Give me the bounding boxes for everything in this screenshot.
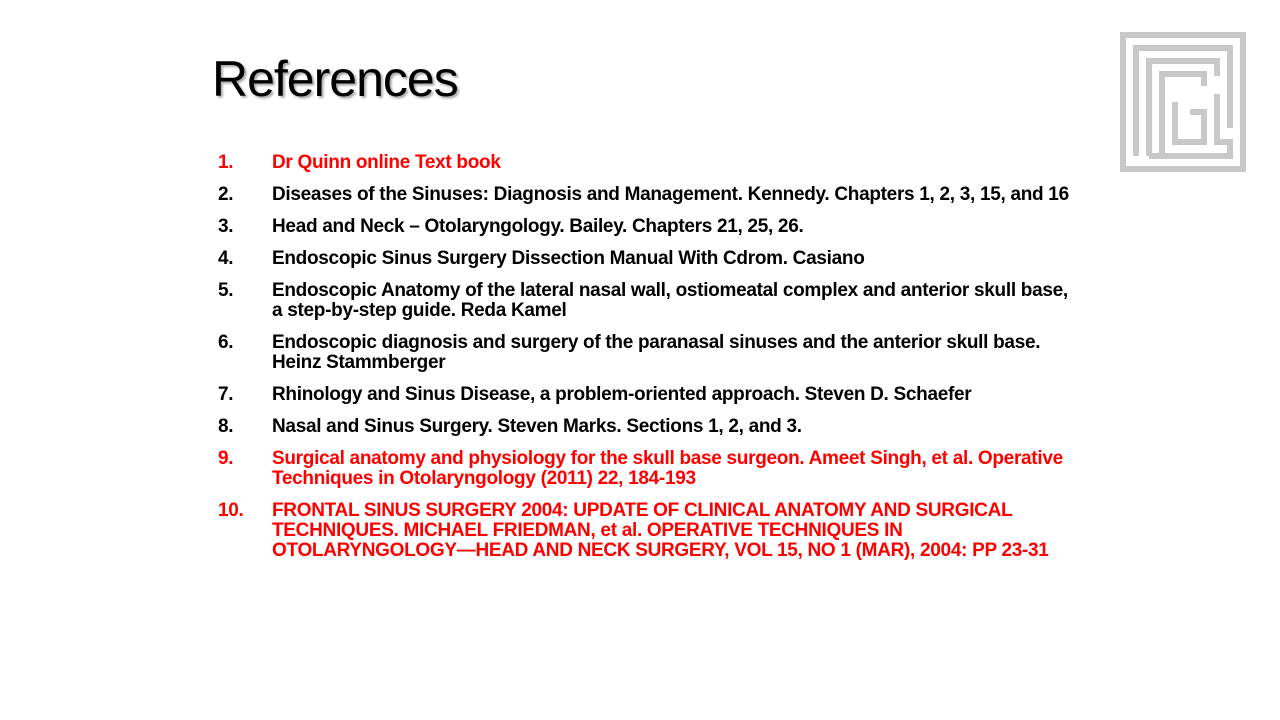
reference-text: Endoscopic Sinus Surgery Dissection Manual With Cdrom. Casiano [272,248,865,269]
reference-text: Rhinology and Sinus Disease, a problem-oriented approach. Steven D. Schaefer [272,384,972,405]
maze-g-logo-icon [1120,32,1246,172]
reference-text: Nasal and Sinus Surgery. Steven Marks. Sections 1, 2, and 3. [272,416,802,437]
reference-item [218,501,1078,561]
reference-item [218,153,1078,173]
reference-text: Surgical anatomy and physiology for the skull base surgeon. Ameet Singh, et al. Operative Techniques in Otolaryngology (2011) 22, 184-193 [272,448,1063,489]
reference-number: 1. [218,152,234,173]
reference-number: 3. [218,216,234,237]
reference-item [218,385,1078,405]
reference-number: 10. [218,500,244,521]
reference-text: Endoscopic Anatomy of the lateral nasal wall, ostiomeatal complex and anterior skull base, a step-by-step guide. Reda Kamel [272,280,1068,321]
reference-text: FRONTAL SINUS SURGERY 2004: UPDATE OF CLINICAL ANATOMY AND SURGICAL TECHNIQUES. MICHAEL FRIEDMAN, et al. OPERATIVE TECHNIQUES IN OTOLARYNGOLOGY—HEAD AND NECK SURGERY, VOL 15, NO 1 (MAR), 2004: PP 23-31 [272,500,1049,561]
reference-text: Dr Quinn online Text book [272,152,501,173]
reference-item [218,281,1078,321]
reference-number: 4. [218,248,234,269]
reference-number: 9. [218,448,234,469]
reference-text: Endoscopic diagnosis and surgery of the paranasal sinuses and the anterior skull base. Heinz Stammberger [272,332,1041,373]
page-title: References [212,51,458,107]
reference-number: 5. [218,280,234,301]
reference-number: 7. [218,384,234,405]
reference-item [218,449,1078,489]
reference-item [218,417,1078,437]
reference-number: 2. [218,184,234,205]
reference-list [218,153,1078,573]
reference-item [218,217,1078,237]
reference-number: 8. [218,416,234,437]
reference-number: 6. [218,332,234,353]
reference-item [218,185,1078,205]
reference-item [218,333,1078,373]
reference-item [218,249,1078,269]
reference-text: Head and Neck – Otolaryngology. Bailey. Chapters 21, 25, 26. [272,216,804,237]
reference-text: Diseases of the Sinuses: Diagnosis and Management. Kennedy. Chapters 1, 2, 3, 15, and 16 [272,184,1069,205]
